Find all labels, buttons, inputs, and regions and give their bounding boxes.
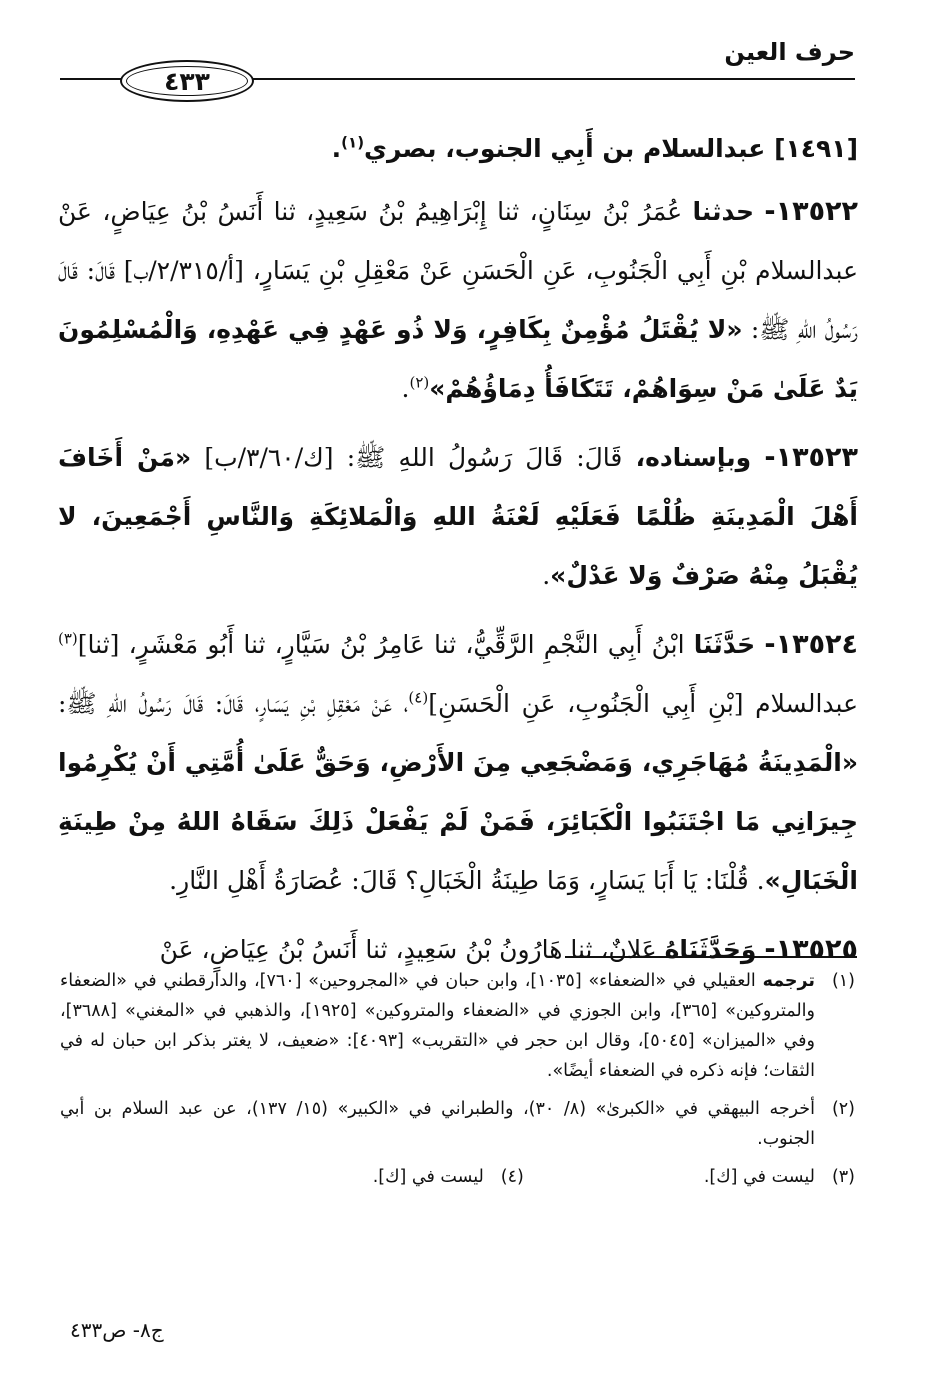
hadith-13524: ١٣٥٢٤- حَدَّثَنَا ابْنُ أَبِي النَّجْمِ الرَّقِّيُّ، ثنا عَامِرُ بْنُ سَيَّارٍ، ثنا أَبُو مَعْشَرٍ، [ثنا]$^{(٣)}$ عبدالسلام [بْنِ أَبِي الْجَنُوبِ، عَنِ الْحَسَنِ]$^{(٤)}$، عَنْ مَعْقِلِ بْنِ يَسَارٍ، قَالَ: قَالَ رَسُولُ اللهِ ﷺ: «الْمَدِينَةُ مُهَاجَرِي، وَمَضْجَعِي مِنَ الأَرْضِ، وَحَقٌّ عَلَىٰ أُمَّتِي أَنْ يُكْرِمُوا جِيرَانِي مَا اجْتَنَبُوا الْكَبَائِرَ، فَمَنْ لَمْ يَفْعَلْ ذَلِكَ سَقَاهُ اللهُ مِنْ طِينَةِ الْخَبَالِ». قُلْنَا: يَا أَبَا يَسَارٍ، وَمَا طِينَةُ الْخَبَالِ؟ قَالَ: عُصَارَةُ أَهْلِ النَّارِ. <box>58 629 859 895</box>
footnote-1 <box>60 966 855 1086</box>
hadith-isnad: ابْنُ أَبِي النَّجْمِ الرَّقِّيُّ، ثنا عَامِرُ بْنُ سَيَّارٍ، ثنا أَبُو مَعْشَرٍ، [ثنا] <box>77 630 685 659</box>
hadith-isnad: عُمَرُ بْنُ سِنَانٍ، ثنا إِبْرَاهِيمُ بْنُ سَعِيدٍ، ثنا أَنَسُ بْنُ عِيَاضٍ، عَنْ عبدالسلام بْنِ أَبِي الْجَنُوبِ، عَنِ الْحَسَنِ عَنْ مَعْقِلِ بْنِ يَسَارٍ، [أ/٢/٣١٥/ب] قَالَ: قَالَ رَسُولُ اللهِ ﷺ: <box>58 197 858 344</box>
footnote-3 <box>704 1162 855 1192</box>
footnote-marker: (٢) <box>409 373 430 392</box>
hadith-13522: ١٣٥٢٢- حدثنا عُمَرُ بْنُ سِنَانٍ، ثنا إِبْرَاهِيمُ بْنُ سَعِيدٍ، ثنا أَنَسُ بْنُ عِيَاضٍ، عَنْ عبدالسلام بْنِ أَبِي الْجَنُوبِ، عَنِ الْحَسَنِ عَنْ مَعْقِلِ بْنِ يَسَارٍ، [أ/٢/٣١٥/ب] قَالَ: قَالَ رَسُولُ اللهِ ﷺ: «لا يُقْتَلُ مُؤْمِنٌ بِكَافِرٍ، وَلا ذُو عَهْدٍ فِي عَهْدِهِ، وَالْمُسْلِمُونَ يَدٌ عَلَىٰ مَنْ سِوَاهُمْ، تَتَكَافَأُ دِمَاؤُهُمْ»$^{(٢)}$. <box>58 196 859 403</box>
footnote-number: (٣) <box>831 1167 855 1187</box>
hadith-isnad: قَالَ: قَالَ رَسُولُ اللهِ ﷺ: [ك/٣/٦٠/ب] <box>204 443 623 472</box>
hadith-13523: ١٣٥٢٣- وبإسناده، قَالَ: قَالَ رَسُولُ اللهِ ﷺ: [ك/٣/٦٠/ب] «مَنْ أَخَافَ أَهْلَ الْمَدِينَةِ ظُلْمًا فَعَلَيْهِ لَعْنَةُ اللهِ وَالْمَلائِكَةِ وَالنَّاسِ أَجْمَعِينَ، لا يُقْبَلُ مِنْهُ صَرْفٌ وَلا عَدْلٌ». <box>58 442 858 590</box>
footnotes <box>60 966 855 1192</box>
hadith-keyword: حَدَّثَنَا <box>693 630 756 659</box>
footnote-number: (٢) <box>831 1099 855 1119</box>
hadith-matn: «مَنْ أَخَافَ أَهْلَ الْمَدِينَةِ ظُلْمًا فَعَلَيْهِ لَعْنَةُ اللهِ وَالْمَلائِكَةِ وَالنَّاسِ أَجْمَعِينَ، لا يُقْبَلُ مِنْهُ صَرْفٌ وَلا عَدْلٌ» <box>58 443 858 590</box>
main-text <box>58 120 858 989</box>
footnote-marker: (٣) <box>58 629 78 648</box>
footnote-number: (٤) <box>500 1167 524 1187</box>
footnote-lead: ترجمه <box>762 971 815 991</box>
hadith-keyword: وبإسناده، <box>635 443 752 472</box>
footnote-2 <box>60 1094 855 1154</box>
footnote-marker: (١) <box>341 133 365 152</box>
hadith-keyword: وَحَدَّثَنَاهُ <box>664 935 757 964</box>
hadith-number: ١٣٥٢٥- <box>764 934 858 965</box>
chapter-title: حرف العين <box>724 38 855 66</box>
footnote-row <box>60 1162 855 1192</box>
page-header <box>60 34 855 104</box>
volume-page-reference: ج٨- ص٤٣٣ <box>70 1318 164 1342</box>
footnote-text: ليست في [ك]. <box>703 1167 815 1187</box>
footnote-divider <box>565 956 857 958</box>
footnote-4 <box>373 1162 524 1192</box>
hadith-matn: «الْمَدِينَةُ مُهَاجَرِي، وَمَضْجَعِي مِنَ الأَرْضِ، وَحَقٌّ عَلَىٰ أُمَّتِي أَنْ يُكْرِمُوا جِيرَانِي مَا اجْتَنَبُوا الْكَبَائِرَ، فَمَنْ لَمْ يَفْعَلْ ذَلِكَ سَقَاهُ اللهُ مِنْ طِينَةِ الْخَبَالِ» <box>58 748 858 895</box>
footnote-text: ليست في [ك]. <box>372 1167 484 1187</box>
footnote-number: (١) <box>831 971 855 991</box>
entry-heading: [١٤٩١] عبدالسلام بن أَبِي الجنوب، بصري$^{(١)}$. <box>331 133 858 163</box>
hadith-number: ١٣٥٢٢- <box>764 196 859 227</box>
hadith-number: ١٣٥٢٣- <box>764 442 858 473</box>
footnote-marker: (٤) <box>408 688 429 707</box>
footnote-text: أخرجه البيهقي في «الكبرىٰ» (٨/ ٣٠)، والطبراني في «الكبير» (١٥/ ١٣٧)، عن عبد السلام بن أبي الجنوب. <box>60 1099 815 1149</box>
footnote-text: العقيلي في «الضعفاء» [١٠٣٥]، وابن حبان في «المجروحين» [٧٦٠]، والدارقطني في «الضعفاء والمتروكين» [٣٦٥]، وابن الجوزي في «الضعفاء والمتروكين» [١٩٢٥]، والذهبي في «المغني» [٣٦٨٨]، وفي «الميزان» [٥٠٤٥]، وقال ابن حجر في «التقريب» [٤٠٩٣]: «ضعيف، لا يغتر بذكر ابن حبان له في الثقات؛ فإنه ذكره في الضعفاء أيضًا». <box>60 971 815 1081</box>
page-number: ٤٣٣ <box>120 60 254 102</box>
hadith-matn: «لا يُقْتَلُ مُؤْمِنٌ بِكَافِرٍ، وَلا ذُو عَهْدٍ فِي عَهْدِهِ، وَالْمُسْلِمُونَ يَدٌ عَلَىٰ مَنْ سِوَاهُمْ، تَتَكَافَأُ دِمَاؤُهُمْ» <box>58 315 858 403</box>
hadith-number: ١٣٥٢٤- <box>764 629 859 660</box>
hadith-keyword: حدثنا <box>692 197 754 226</box>
hadith-isnad: عَلانٌ، ثنا هَارُونُ بْنُ سَعِيدٍ، ثنا أَنَسُ بْنُ عِيَاضٍ، عَنْ <box>159 935 657 964</box>
